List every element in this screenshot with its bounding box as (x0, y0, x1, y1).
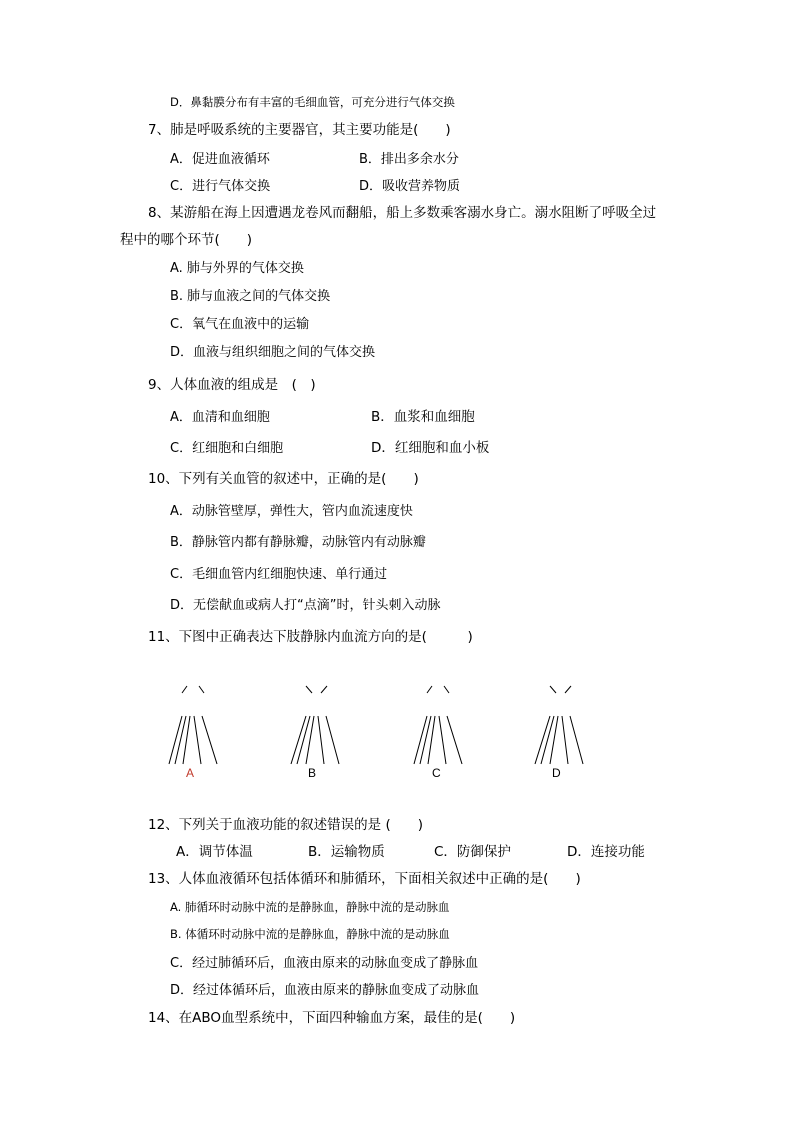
q8-option-b[interactable]: B. 肺与血液之间的气体交换 (170, 289, 331, 304)
q10-option-a[interactable]: A．动脉管壁厚，弹性大，管内血流速度快 (170, 504, 413, 519)
question-14: 14、在ABO血型系统中，下面四种输血方案，最佳的是( ) (148, 1010, 516, 1026)
q7-option-c[interactable]: C．进行气体交换 (170, 179, 271, 194)
question-9: 9、人体血液的组成是 ( ) (148, 377, 316, 393)
q12-option-d[interactable]: D．连接功能 (567, 844, 645, 860)
q10-option-c[interactable]: C．毛细血管内红细胞快速、单行通过 (170, 567, 388, 582)
q9-option-c[interactable]: C．红细胞和白细胞 (170, 441, 284, 456)
q12-option-c[interactable]: C．防御保护 (434, 844, 511, 860)
q7-option-d[interactable]: D．吸收营养物质 (359, 179, 461, 194)
vein-diagram-c (409, 676, 479, 786)
vein-diagram-d (530, 676, 600, 786)
question-8: 8、某游船在海上因遭遇龙卷风而翻船，船上多数乘客溺水身亡。溺水阻断了呼吸全过 (148, 205, 657, 221)
q10-option-b[interactable]: B．静脉管内都有静脉瓣，动脉管内有动脉瓣 (170, 535, 426, 550)
diagram-d[interactable] (530, 676, 600, 786)
q13-option-d[interactable]: D．经过体循环后，血液由原来的静脉血变成了动脉血 (170, 983, 480, 998)
q7-option-a[interactable]: A．促进血液循环 (170, 152, 270, 167)
diagram-d-label: D (552, 766, 561, 780)
q9-option-b[interactable]: B．血浆和血细胞 (371, 409, 475, 425)
q8-option-a[interactable]: A. 肺与外界的气体交换 (170, 261, 304, 276)
question-11: 11、下图中正确表达下肢静脉内血流方向的是( ) (148, 629, 473, 645)
q6-option-d: D．鼻黏膜分布有丰富的毛细血管，可充分进行气体交换 (170, 95, 455, 109)
diagram-c-label: C (432, 766, 441, 780)
diagram-c[interactable] (409, 676, 479, 786)
q13-option-a[interactable]: A. 肺循环时动脉中流的是静脉血，静脉中流的是动脉血 (170, 900, 450, 914)
q7-option-b[interactable]: B．排出多余水分 (359, 152, 459, 167)
diagram-b[interactable] (286, 676, 356, 786)
diagram-a-label: A (186, 766, 195, 780)
vein-diagram-b (286, 676, 356, 786)
q8-option-d[interactable]: D．血液与组织细胞之间的气体交换 (170, 345, 376, 360)
diagram-b-label: B (308, 766, 317, 780)
question-8-continued: 程中的哪个环节( ) (120, 232, 253, 248)
question-13: 13、人体血液循环包括体循环和肺循环，下面相关叙述中正确的是( ) (148, 871, 581, 887)
q12-option-b[interactable]: B．运输物质 (308, 844, 385, 860)
q13-option-b[interactable]: B. 体循环时动脉中流的是静脉血，静脉中流的是动脉血 (170, 927, 450, 941)
q12-option-a[interactable]: A．调节体温 (176, 844, 253, 860)
q13-option-c[interactable]: C．经过肺循环后，血液由原来的动脉血变成了静脉血 (170, 956, 479, 971)
vein-diagram-a (164, 676, 234, 786)
question-10: 10、下列有关血管的叙述中，正确的是( ) (148, 471, 419, 487)
diagram-a[interactable] (164, 676, 234, 786)
q8-option-c[interactable]: C．氧气在血液中的运输 (170, 317, 310, 332)
q9-option-a[interactable]: A．血清和血细胞 (170, 410, 270, 425)
q9-option-d[interactable]: D．红细胞和血小板 (371, 440, 490, 456)
question-7: 7、肺是呼吸系统的主要器官，其主要功能是( ) (148, 122, 451, 138)
question-12: 12、下列关于血液功能的叙述错误的是 ( ) (148, 817, 424, 833)
q10-option-d[interactable]: D．无偿献血或病人打“点滴”时，针头刺入动脉 (170, 598, 441, 613)
